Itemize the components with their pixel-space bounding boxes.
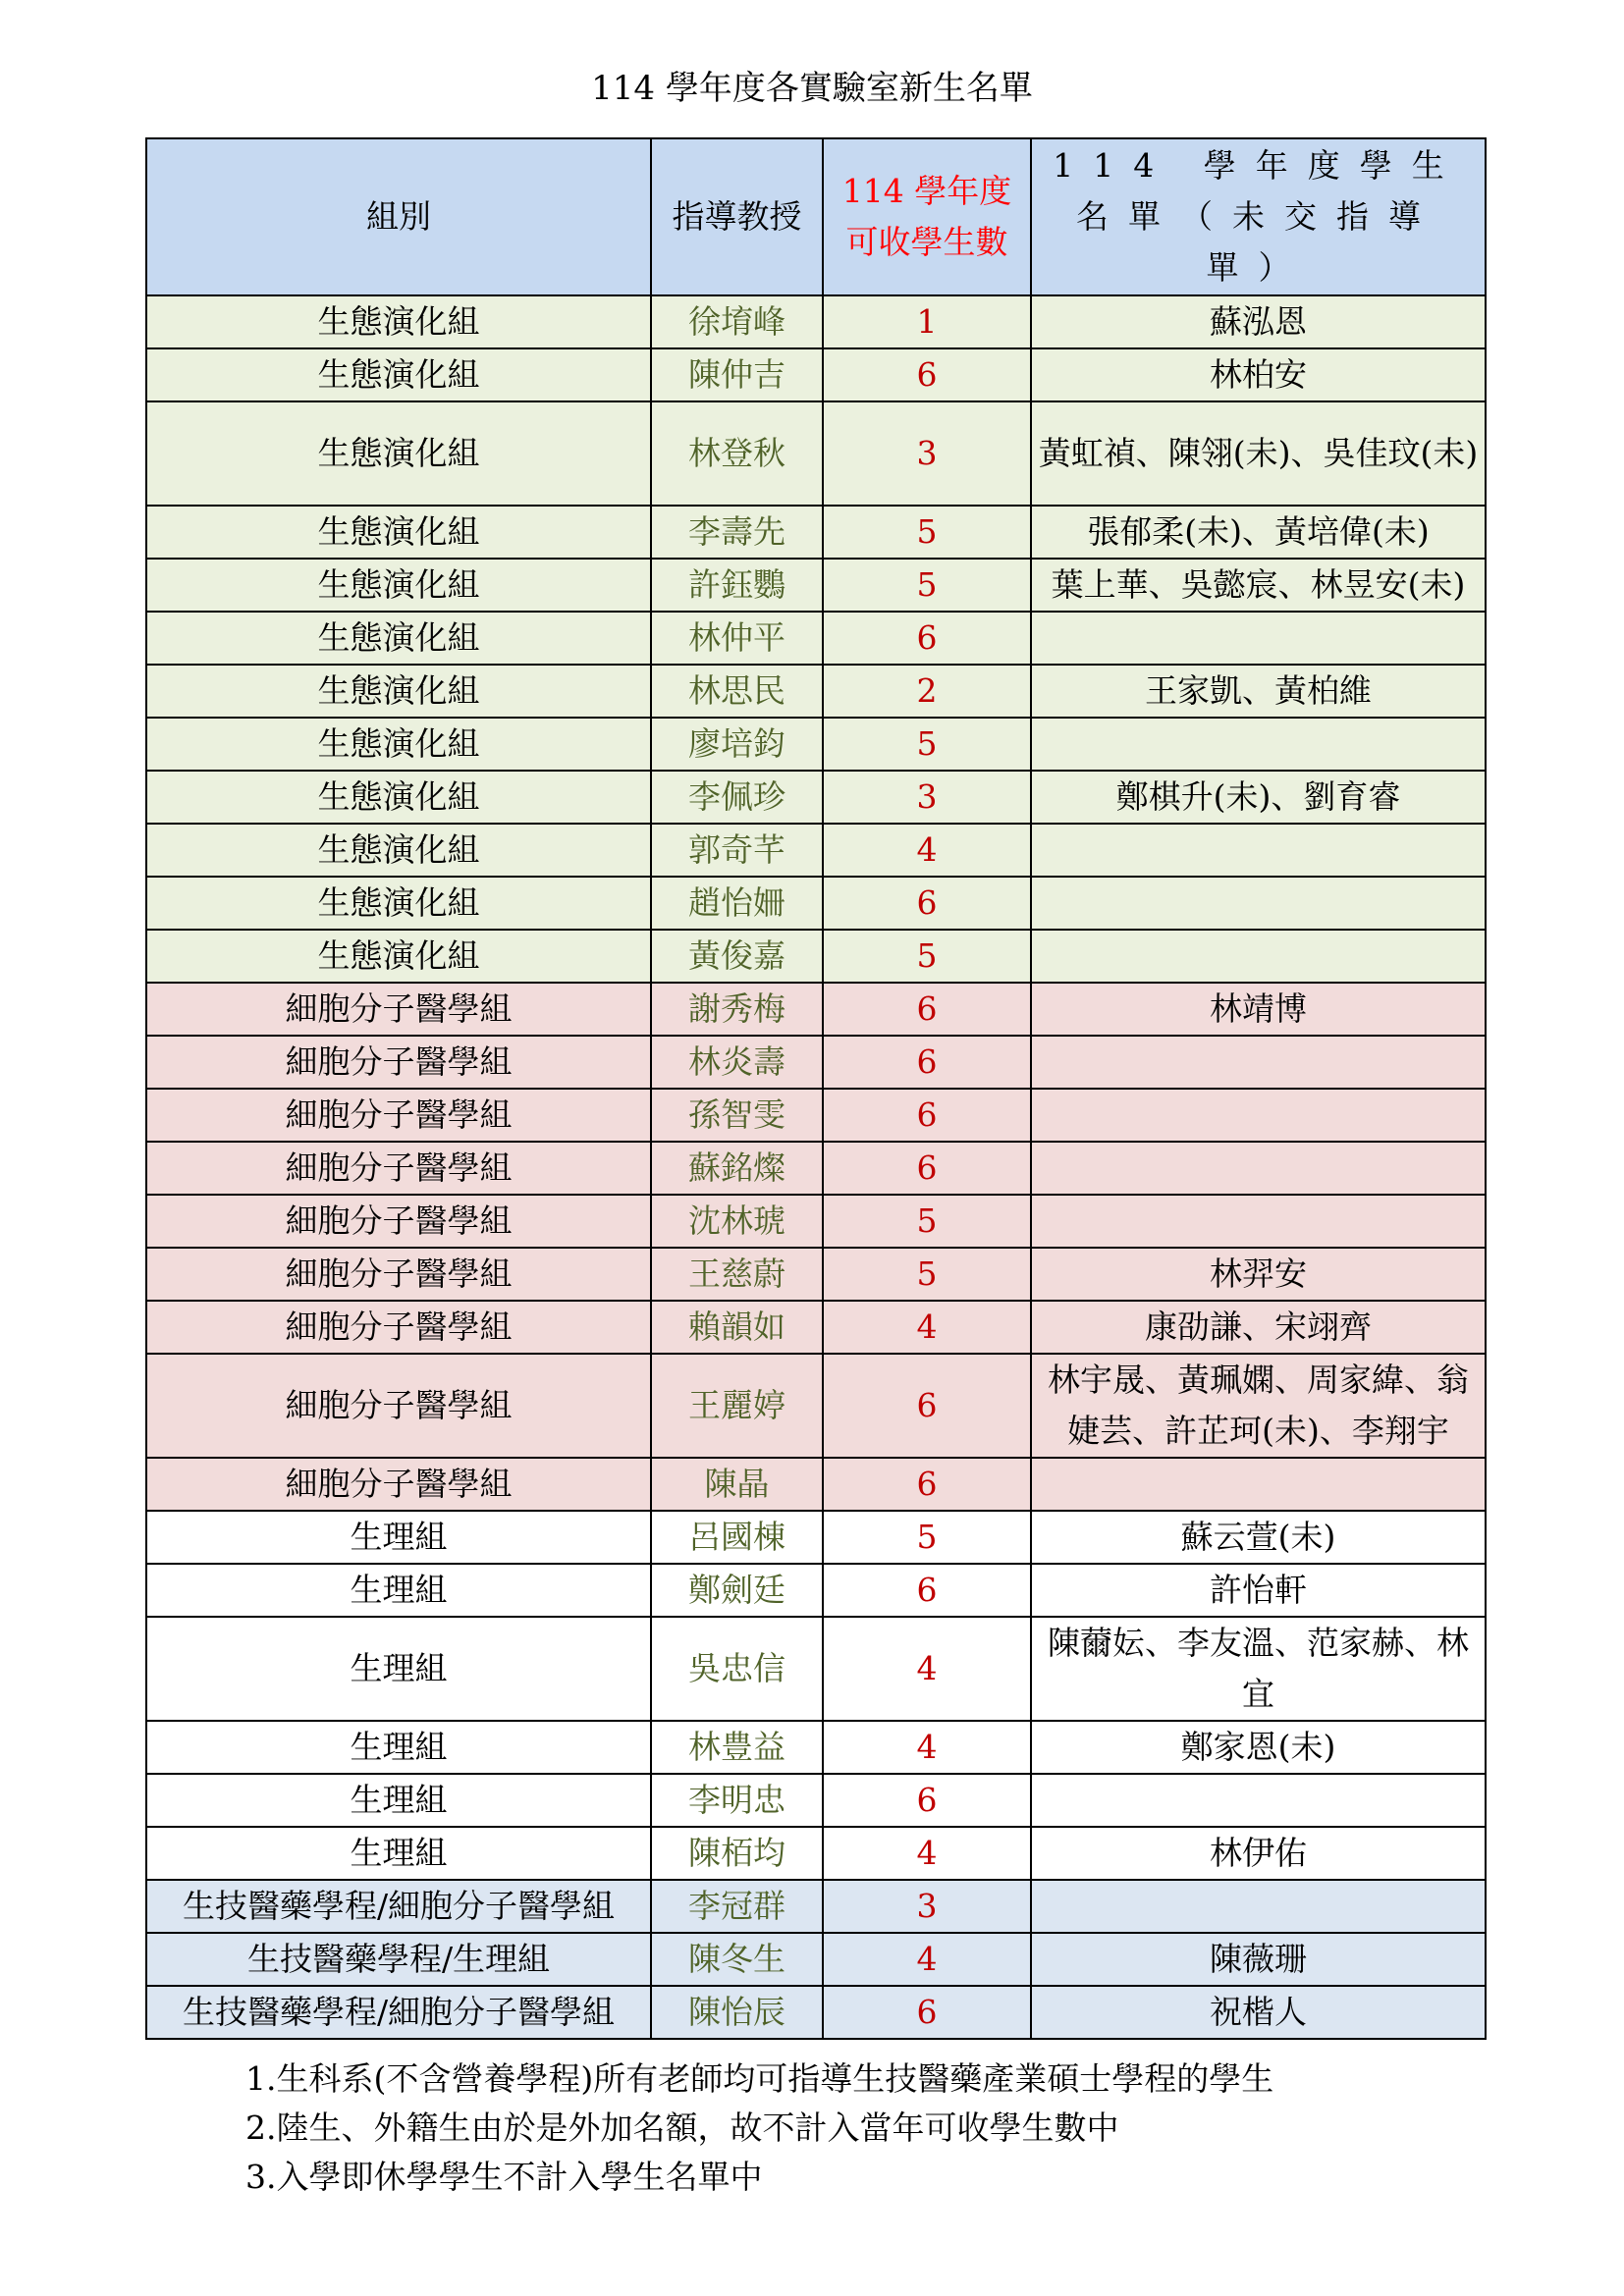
- cell-students: [1031, 718, 1486, 771]
- cell-students: 林宇晟、黃珮嫻、周家緯、翁婕芸、許芷珂(未)、李翔宇: [1031, 1354, 1486, 1458]
- lab-roster-table: [145, 137, 1487, 2040]
- cell-students: [1031, 824, 1486, 877]
- cell-students: 蘇泓恩: [1031, 295, 1486, 348]
- table-row: [146, 983, 1486, 1036]
- cell-group: 生態演化組: [146, 771, 651, 824]
- cell-advisor: 李冠群: [651, 1880, 823, 1933]
- cell-advisor: 王麗婷: [651, 1354, 823, 1458]
- cell-quota: 4: [823, 1301, 1031, 1354]
- cell-advisor: 郭奇芊: [651, 824, 823, 877]
- cell-students: 林羿安: [1031, 1248, 1486, 1301]
- cell-students: 林靖博: [1031, 983, 1486, 1036]
- cell-advisor: 孫智雯: [651, 1089, 823, 1142]
- cell-advisor: 吳忠信: [651, 1617, 823, 1721]
- cell-quota: 6: [823, 348, 1031, 401]
- cell-students: 葉上華、吳懿宸、林昱安(未): [1031, 559, 1486, 612]
- cell-students: 林伊佑: [1031, 1827, 1486, 1880]
- cell-quota: 6: [823, 1774, 1031, 1827]
- cell-advisor: 李明忠: [651, 1774, 823, 1827]
- table-row: [146, 559, 1486, 612]
- cell-quota: 3: [823, 401, 1031, 506]
- cell-advisor: 李壽先: [651, 506, 823, 559]
- table-row: [146, 1880, 1486, 1933]
- cell-advisor: 陳栢均: [651, 1827, 823, 1880]
- cell-group: 生理組: [146, 1511, 651, 1564]
- table-row: [146, 824, 1486, 877]
- cell-quota: 4: [823, 1933, 1031, 1986]
- cell-group: 細胞分子醫學組: [146, 1142, 651, 1195]
- cell-group: 生態演化組: [146, 401, 651, 506]
- cell-students: [1031, 1195, 1486, 1248]
- cell-group: 細胞分子醫學組: [146, 1354, 651, 1458]
- table-row: [146, 1195, 1486, 1248]
- cell-group: 生態演化組: [146, 506, 651, 559]
- footnote: 3.入學即休學學生不計入學生名單中: [245, 2158, 763, 2196]
- table-row: [146, 348, 1486, 401]
- cell-quota: 6: [823, 1036, 1031, 1089]
- cell-advisor: 黃俊嘉: [651, 930, 823, 983]
- cell-advisor: 趙怡姍: [651, 877, 823, 930]
- cell-quota: 4: [823, 1827, 1031, 1880]
- header-advisor: 指導教授: [651, 138, 823, 295]
- header-students: 114 學年度學生名單（未交指導單）: [1031, 138, 1486, 295]
- cell-students: [1031, 1458, 1486, 1511]
- cell-advisor: 林豊益: [651, 1721, 823, 1774]
- table-row: [146, 295, 1486, 348]
- cell-advisor: 王慈蔚: [651, 1248, 823, 1301]
- cell-group: 生態演化組: [146, 718, 651, 771]
- cell-advisor: 李佩珍: [651, 771, 823, 824]
- cell-advisor: 謝秀梅: [651, 983, 823, 1036]
- cell-students: 陳薾妘、李友溫、范家赫、林宜: [1031, 1617, 1486, 1721]
- cell-quota: 5: [823, 1195, 1031, 1248]
- cell-advisor: 陳怡辰: [651, 1986, 823, 2039]
- cell-students: 鄭家恩(未): [1031, 1721, 1486, 1774]
- cell-students: [1031, 1036, 1486, 1089]
- cell-advisor: 陳仲吉: [651, 348, 823, 401]
- cell-students: [1031, 1142, 1486, 1195]
- cell-group: 生理組: [146, 1564, 651, 1617]
- cell-students: 鄭棋升(未)、劉育睿: [1031, 771, 1486, 824]
- cell-group: 生態演化組: [146, 559, 651, 612]
- table-header-row: [146, 138, 1486, 295]
- cell-quota: 6: [823, 1564, 1031, 1617]
- page-title: 114 學年度各實驗室新生名單: [591, 69, 1033, 108]
- cell-quota: 4: [823, 1721, 1031, 1774]
- cell-advisor: 沈林琥: [651, 1195, 823, 1248]
- cell-advisor: 林登秋: [651, 401, 823, 506]
- table-row: [146, 1142, 1486, 1195]
- cell-students: 康劭謙、宋翊齊: [1031, 1301, 1486, 1354]
- cell-group: 生態演化組: [146, 295, 651, 348]
- cell-group: 生技醫藥學程/細胞分子醫學組: [146, 1986, 651, 2039]
- cell-quota: 6: [823, 1089, 1031, 1142]
- cell-advisor: 廖培鈞: [651, 718, 823, 771]
- table-row: [146, 1617, 1486, 1721]
- cell-quota: 6: [823, 983, 1031, 1036]
- table-row: [146, 1301, 1486, 1354]
- cell-group: 生態演化組: [146, 612, 651, 665]
- cell-quota: 5: [823, 559, 1031, 612]
- cell-students: [1031, 1880, 1486, 1933]
- table-row: [146, 665, 1486, 718]
- cell-group: 細胞分子醫學組: [146, 1248, 651, 1301]
- cell-quota: 5: [823, 506, 1031, 559]
- table-row: [146, 877, 1486, 930]
- cell-advisor: 呂國棟: [651, 1511, 823, 1564]
- cell-quota: 6: [823, 1142, 1031, 1195]
- table-row: [146, 1458, 1486, 1511]
- table-row: [146, 1036, 1486, 1089]
- header-quota: 114 學年度可收學生數: [823, 138, 1031, 295]
- cell-group: 生態演化組: [146, 665, 651, 718]
- cell-advisor: 陳晶: [651, 1458, 823, 1511]
- cell-group: 細胞分子醫學組: [146, 1458, 651, 1511]
- cell-quota: 4: [823, 1617, 1031, 1721]
- cell-quota: 5: [823, 1248, 1031, 1301]
- cell-group: 細胞分子醫學組: [146, 1089, 651, 1142]
- cell-students: 蘇云萱(未): [1031, 1511, 1486, 1564]
- table-row: [146, 771, 1486, 824]
- cell-group: 生態演化組: [146, 824, 651, 877]
- cell-group: 生態演化組: [146, 348, 651, 401]
- table-row: [146, 1089, 1486, 1142]
- cell-advisor: 林炎壽: [651, 1036, 823, 1089]
- cell-quota: 6: [823, 1986, 1031, 2039]
- cell-advisor: 許鈺鸚: [651, 559, 823, 612]
- cell-students: 張郁柔(未)、黃培偉(未): [1031, 506, 1486, 559]
- cell-quota: 5: [823, 718, 1031, 771]
- footnotes: [245, 2055, 1273, 2202]
- cell-students: 林柏安: [1031, 348, 1486, 401]
- cell-advisor: 林仲平: [651, 612, 823, 665]
- cell-group: 生理組: [146, 1774, 651, 1827]
- table-row: [146, 1986, 1486, 2039]
- cell-advisor: 徐堉峰: [651, 295, 823, 348]
- table-row: [146, 1774, 1486, 1827]
- cell-students: [1031, 1774, 1486, 1827]
- cell-advisor: 陳冬生: [651, 1933, 823, 1986]
- table-row: [146, 506, 1486, 559]
- cell-group: 細胞分子醫學組: [146, 1301, 651, 1354]
- cell-group: 細胞分子醫學組: [146, 1036, 651, 1089]
- table-row: [146, 1827, 1486, 1880]
- table-row: [146, 401, 1486, 506]
- cell-quota: 1: [823, 295, 1031, 348]
- cell-students: 王家凱、黃柏維: [1031, 665, 1486, 718]
- cell-group: 生技醫藥學程/生理組: [146, 1933, 651, 1986]
- table-row: [146, 1933, 1486, 1986]
- footnote: 2.陸生、外籍生由於是外加名額，故不計入當年可收學生數中: [245, 2109, 1119, 2147]
- cell-group: 細胞分子醫學組: [146, 1195, 651, 1248]
- table-row: [146, 930, 1486, 983]
- cell-group: 生技醫藥學程/細胞分子醫學組: [146, 1880, 651, 1933]
- cell-students: [1031, 930, 1486, 983]
- cell-quota: 6: [823, 612, 1031, 665]
- cell-students: [1031, 1089, 1486, 1142]
- table-body: [146, 295, 1486, 2039]
- cell-quota: 3: [823, 1880, 1031, 1933]
- table-row: [146, 1564, 1486, 1617]
- table-row: [146, 612, 1486, 665]
- cell-quota: 3: [823, 771, 1031, 824]
- cell-students: [1031, 612, 1486, 665]
- cell-quota: 6: [823, 1458, 1031, 1511]
- table-row: [146, 718, 1486, 771]
- cell-advisor: 林思民: [651, 665, 823, 718]
- footnote: 1.生科系(不含營養學程)所有老師均可指導生技醫藥產業碩士學程的學生: [245, 2059, 1274, 2098]
- header-group: 組別: [146, 138, 651, 295]
- cell-students: 黃虹禎、陳翎(未)、吳佳玟(未): [1031, 401, 1486, 506]
- cell-advisor: 賴韻如: [651, 1301, 823, 1354]
- cell-group: 生理組: [146, 1827, 651, 1880]
- cell-quota: 2: [823, 665, 1031, 718]
- cell-students: 陳薇珊: [1031, 1933, 1486, 1986]
- cell-students: 許怡軒: [1031, 1564, 1486, 1617]
- table-row: [146, 1511, 1486, 1564]
- cell-group: 細胞分子醫學組: [146, 983, 651, 1036]
- table-row: [146, 1248, 1486, 1301]
- cell-quota: 5: [823, 1511, 1031, 1564]
- table-row: [146, 1354, 1486, 1458]
- cell-group: 生理組: [146, 1721, 651, 1774]
- cell-quota: 6: [823, 1354, 1031, 1458]
- cell-quota: 5: [823, 930, 1031, 983]
- cell-group: 生態演化組: [146, 877, 651, 930]
- table-row: [146, 1721, 1486, 1774]
- cell-students: 祝楷人: [1031, 1986, 1486, 2039]
- cell-group: 生態演化組: [146, 930, 651, 983]
- cell-advisor: 鄭劍廷: [651, 1564, 823, 1617]
- cell-advisor: 蘇銘燦: [651, 1142, 823, 1195]
- cell-group: 生理組: [146, 1617, 651, 1721]
- cell-quota: 6: [823, 877, 1031, 930]
- cell-quota: 4: [823, 824, 1031, 877]
- cell-students: [1031, 877, 1486, 930]
